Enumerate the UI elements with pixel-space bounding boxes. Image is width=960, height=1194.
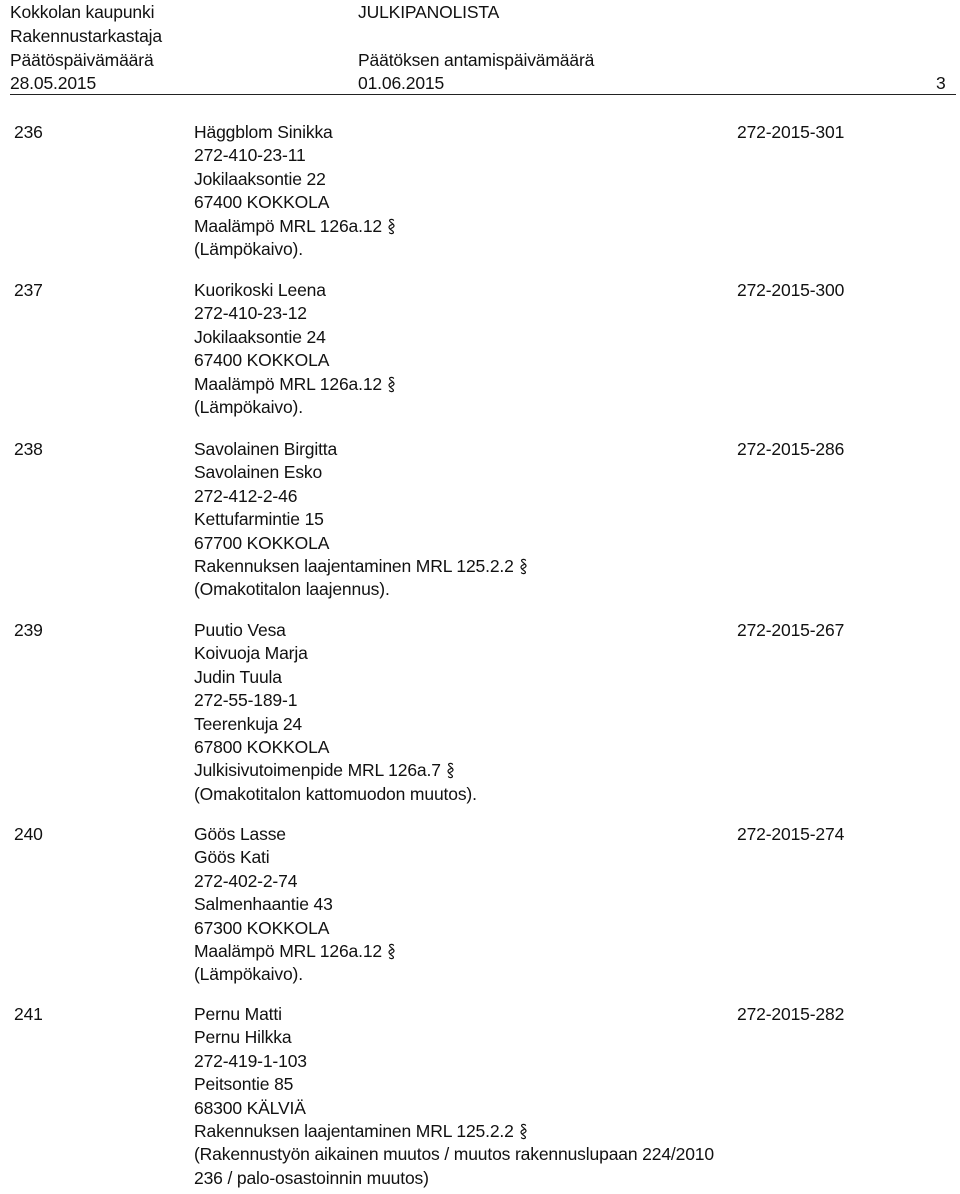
case-reference: 272-2015-274	[737, 824, 845, 844]
property-id: 272-412-2-46	[194, 485, 298, 506]
decision-type	[194, 1120, 714, 1143]
applicant-name: Savolainen Birgitta	[194, 439, 338, 459]
property-id: 272-419-1-103	[194, 1050, 307, 1071]
postal-address: 68300 KÄLVIÄ	[194, 1097, 306, 1118]
applicant-name: Kuorikoski Leena	[194, 280, 326, 300]
department-name: Rakennustarkastaja	[10, 26, 162, 46]
case-reference: 272-2015-282	[737, 1004, 845, 1024]
section-sign-icon	[446, 762, 455, 779]
property-id: 272-410-23-12	[194, 303, 307, 324]
page-number: 3	[936, 73, 946, 93]
entry-number: 237	[14, 280, 43, 300]
decision-type-text: Rakennuksen laajentaminen MRL 125.2.2	[194, 556, 514, 577]
applicant-name: Göös Kati	[194, 847, 270, 868]
postal-address: 67400 KOKKOLA	[194, 192, 330, 213]
street-address: Jokilaaksontie 24	[194, 326, 326, 347]
decision-description: (Lämpökaivo).	[194, 964, 303, 985]
decision-description: 236 / palo-osastoinnin muutos)	[194, 1167, 429, 1188]
postal-address: 67400 KOKKOLA	[194, 350, 330, 371]
entry-number: 238	[14, 439, 43, 459]
applicant-name: Puutio Vesa	[194, 620, 286, 640]
entry-number: 239	[14, 620, 43, 640]
decision-description: (Rakennustyön aikainen muutos / muutos rakennuslupaan 224/2010	[194, 1144, 714, 1165]
entry-details	[194, 121, 396, 261]
decision-type	[194, 759, 477, 782]
decision-type-text: Julkisivutoimenpide MRL 126a.7	[194, 760, 441, 781]
street-address: Teerenkuja 24	[194, 713, 302, 734]
property-id: 272-55-189-1	[194, 690, 298, 711]
section-sign-icon	[387, 376, 396, 393]
decision-type-text: Maalämpö MRL 126a.12	[194, 373, 382, 394]
decision-type	[194, 555, 528, 578]
applicant-name: Göös Lasse	[194, 824, 286, 844]
decision-description: (Omakotitalon laajennus).	[194, 579, 390, 600]
case-reference: 272-2015-301	[737, 122, 845, 142]
section-sign-icon	[519, 558, 528, 575]
applicant-name: Pernu Hilkka	[194, 1027, 292, 1048]
postal-address: 67800 KOKKOLA	[194, 737, 330, 758]
case-reference: 272-2015-286	[737, 439, 845, 459]
section-sign-icon	[387, 943, 396, 960]
decision-type	[194, 215, 396, 238]
entry-details	[194, 823, 396, 987]
decision-description: (Omakotitalon kattomuodon muutos).	[194, 783, 477, 804]
section-sign-icon	[387, 218, 396, 235]
street-address: Kettufarmintie 15	[194, 509, 324, 530]
postal-address: 67300 KOKKOLA	[194, 917, 330, 938]
list-title: JULKIPANOLISTA	[358, 2, 500, 22]
issue-date: 01.06.2015	[358, 73, 445, 93]
property-id: 272-402-2-74	[194, 870, 298, 891]
postal-address: 67700 KOKKOLA	[194, 532, 330, 553]
entry-details	[194, 279, 396, 419]
entry-number: 236	[14, 122, 43, 142]
decision-date: 28.05.2015	[10, 73, 97, 93]
case-reference: 272-2015-267	[737, 620, 845, 640]
decision-description: (Lämpökaivo).	[194, 239, 303, 260]
decision-description: (Lämpökaivo).	[194, 397, 303, 418]
header-divider	[10, 94, 956, 95]
section-sign-icon	[519, 1123, 528, 1140]
street-address: Salmenhaantie 43	[194, 894, 333, 915]
org-name: Kokkolan kaupunki	[10, 2, 155, 22]
street-address: Jokilaaksontie 22	[194, 168, 326, 189]
entry-details	[194, 1003, 714, 1190]
entry-number: 241	[14, 1004, 43, 1024]
applicant-name: Häggblom Sinikka	[194, 122, 333, 142]
entry-number: 240	[14, 824, 43, 844]
decision-type	[194, 373, 396, 396]
entry-details	[194, 438, 528, 602]
decision-date-label: Päätöspäivämäärä	[10, 50, 154, 70]
applicant-name: Savolainen Esko	[194, 462, 323, 483]
issue-date-label: Päätöksen antamispäivämäärä	[358, 50, 595, 70]
applicant-name: Judin Tuula	[194, 666, 282, 687]
decision-type	[194, 940, 396, 963]
decision-type-text: Maalämpö MRL 126a.12	[194, 941, 382, 962]
decision-type-text: Rakennuksen laajentaminen MRL 125.2.2	[194, 1121, 514, 1142]
entry-details	[194, 619, 477, 806]
property-id: 272-410-23-11	[194, 145, 306, 166]
case-reference: 272-2015-300	[737, 280, 845, 300]
decision-type-text: Maalämpö MRL 126a.12	[194, 215, 382, 236]
applicant-name: Pernu Matti	[194, 1004, 282, 1024]
applicant-name: Koivuoja Marja	[194, 643, 308, 664]
street-address: Peitsontie 85	[194, 1074, 294, 1095]
